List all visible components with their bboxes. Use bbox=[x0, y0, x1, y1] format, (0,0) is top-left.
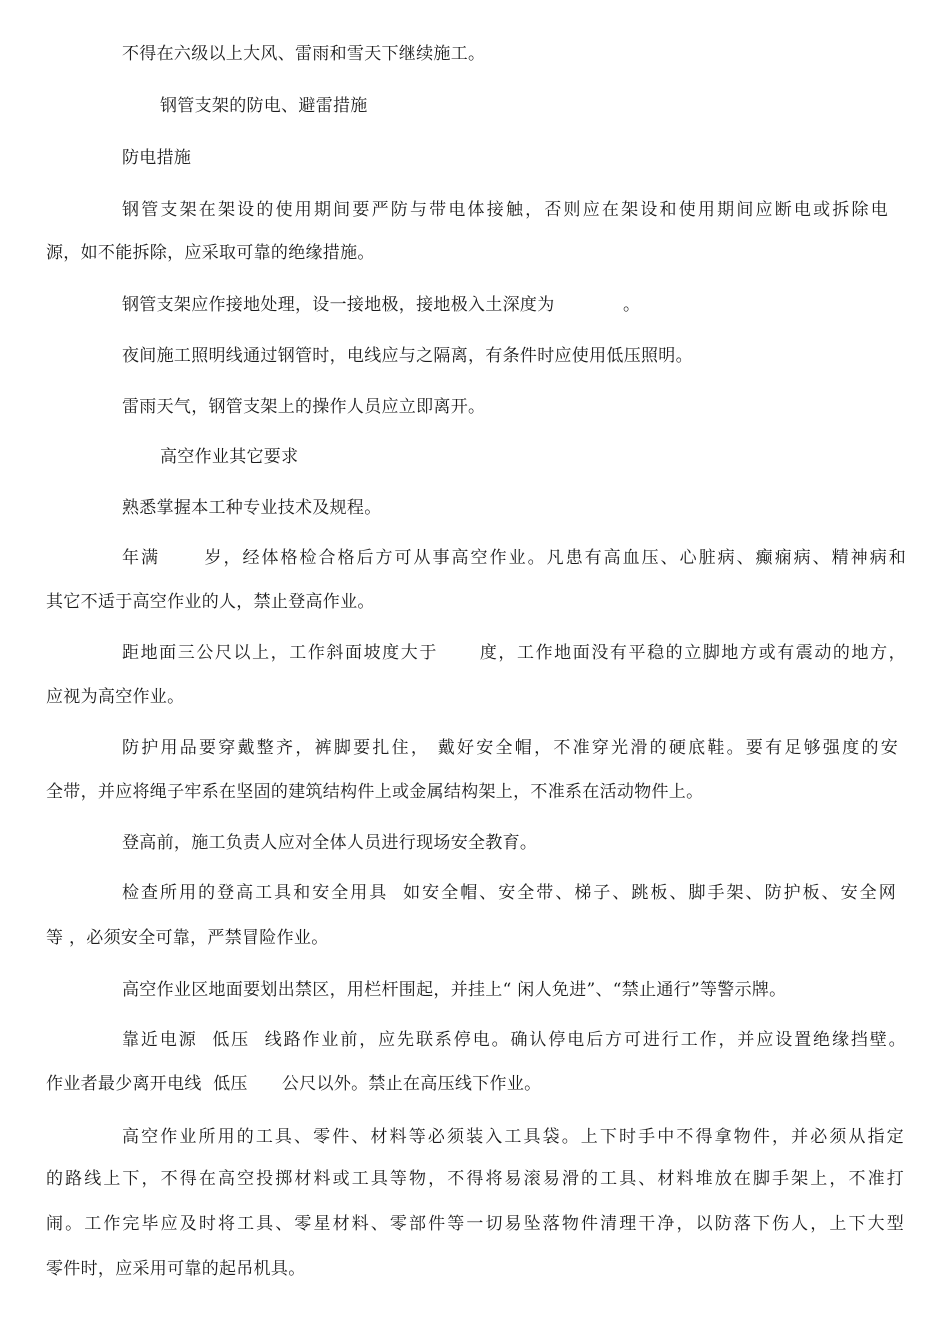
paragraph-safety-education: 登高前，施工负责人应对全体人员进行现场安全教育。 bbox=[122, 833, 538, 853]
paragraph-live-contact-line1: 钢管支架在架设的使用期间要严防与带电体接触，否则应在架设和使用期间应断电或拆除电 bbox=[122, 200, 888, 220]
paragraph-thunderstorm: 雷雨天气，钢管支架上的操作人员应立即离开。 bbox=[122, 397, 486, 417]
paragraph-weather: 不得在六级以上大风、雷雨和雪天下继续施工。 bbox=[122, 44, 486, 64]
paragraph-age-health-line2: 其它不适于高空作业的人，禁止登高作业。 bbox=[46, 592, 375, 612]
paragraph-skills: 熟悉掌握本工种专业技术及规程。 bbox=[122, 498, 382, 518]
paragraph-tools-bag-line3: 闹。工作完毕应及时将工具、零星材料、零部件等一切易坠落物件清理干净，以防落下伤人，上下大型 bbox=[46, 1214, 904, 1234]
paragraph-protective-gear-line2: 全带，并应将绳子牢系在坚固的建筑结构件上或金属结构架上，不准系在活动物件上。 bbox=[46, 782, 704, 802]
paragraph-power-line-line2: 作业者最少离开电线 低压 公尺以外。禁止在高压线下作业。 bbox=[46, 1074, 542, 1094]
subheading-electric-protection: 防电措施 bbox=[122, 148, 192, 168]
heading-lightning-protection: 钢管支架的防电、避雷措施 bbox=[160, 96, 368, 116]
paragraph-night-lighting: 夜间施工照明线通过钢管时，电线应与之隔离，有条件时应使用低压照明。 bbox=[122, 346, 693, 366]
paragraph-definition-line2: 应视为高空作业。 bbox=[46, 687, 185, 707]
paragraph-power-line-line1: 靠近电源 低压 线路作业前，应先联系停电。确认停电后方可进行工作，并应设置绝缘挡壁。 bbox=[122, 1030, 906, 1050]
heading-height-work-requirements: 高空作业其它要求 bbox=[160, 447, 299, 467]
paragraph-tools-bag-line4: 零件时，应采用可靠的起吊机具。 bbox=[46, 1259, 306, 1279]
paragraph-live-contact-line2: 源，如不能拆除，应采取可靠的绝缘措施。 bbox=[46, 243, 375, 263]
paragraph-tool-check-line2: 等 ，必须安全可靠，严禁冒险作业。 bbox=[46, 928, 329, 948]
paragraph-tool-check-line1: 检查所用的登高工具和安全用具 如安全帽、安全带、梯子、跳板、脚手架、防护板、安全网 bbox=[122, 883, 896, 903]
paragraph-tools-bag-line2: 的路线上下，不得在高空投掷材料或工具等物，不得将易滚易滑的工具、材料堆放在脚手架上，不准打 bbox=[46, 1169, 904, 1189]
paragraph-restricted-area: 高空作业区地面要划出禁区，用栏杆围起，并挂上“ 闲人免进”、“禁止通行”等警示牌。 bbox=[122, 980, 787, 1000]
paragraph-tools-bag-line1: 高空作业所用的工具、零件、材料等必须装入工具袋。上下时手中不得拿物件，并必须从指定 bbox=[122, 1127, 904, 1147]
paragraph-definition-line1: 距地面三公尺以上，工作斜面坡度大于 度，工作地面没有平稳的立脚地方或有震动的地方， bbox=[122, 643, 906, 663]
paragraph-age-health-line1: 年满 岁，经体格检合格后方可从事高空作业。凡患有高血压、心脏病、癫痫病、精神病和 bbox=[122, 548, 906, 568]
paragraph-protective-gear-line1: 防护用品要穿戴整齐，裤脚要扎住， 戴好安全帽，不准穿光滑的硬底鞋。要有足够强度的安 bbox=[122, 738, 898, 758]
paragraph-grounding: 钢管支架应作接地处理，设一接地极，接地极入土深度为 。 bbox=[122, 295, 641, 315]
